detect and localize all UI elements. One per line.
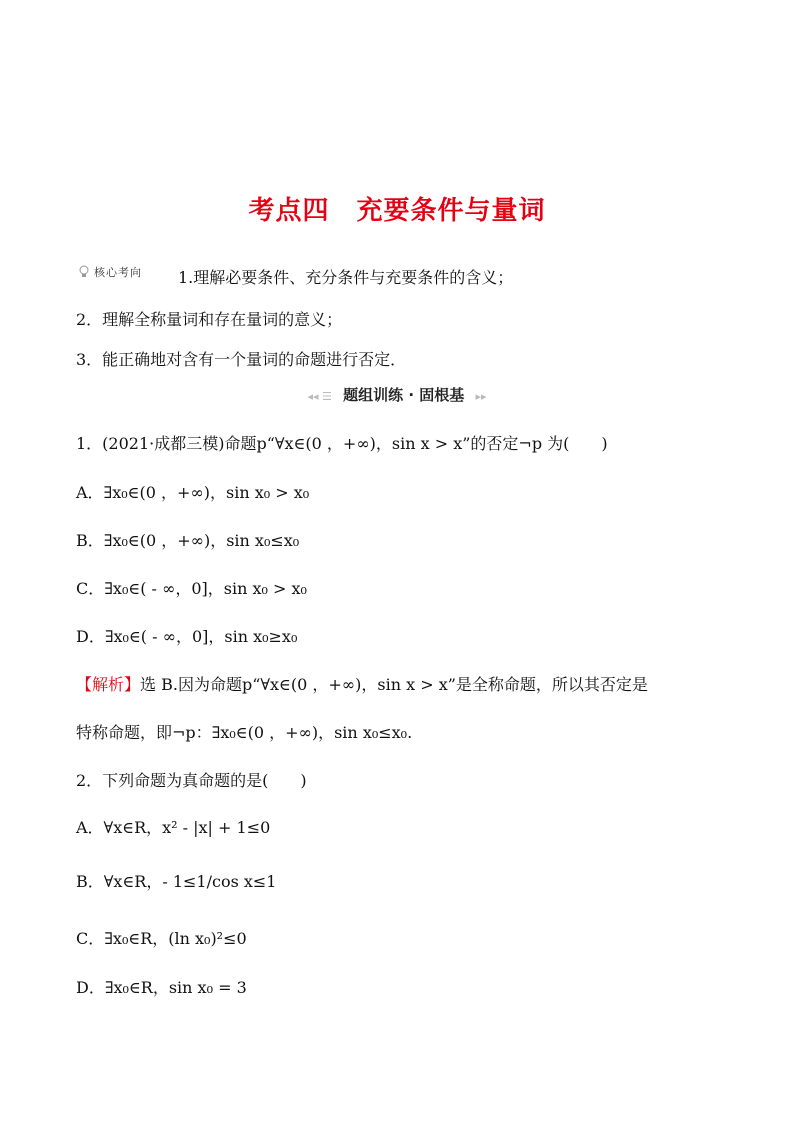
q1-stem: 1．(2021·成都三模)命题p“∀x∈(0 ，+∞)，sin x > x”的否定¬p 为( ) [76, 434, 608, 453]
lightbulb-icon [78, 265, 90, 279]
analysis-text-line2: 特称命题，即¬p：∃x₀∈(0 ，+∞)，sin x₀≤x₀. [76, 723, 413, 742]
banner-right-ornament: ▸▸ [475, 390, 487, 403]
page-title: 考点四 充要条件与量词 [248, 196, 546, 226]
q1-option-b: B．∃x₀∈(0 ，+∞)，sin x₀≤x₀ [76, 531, 300, 550]
analysis-tag: 【解析】 [76, 675, 141, 694]
focus-item-2: 2．理解全称量词和存在量词的意义； [76, 310, 343, 329]
section-banner [0, 384, 794, 405]
q2-option-b: B．∀x∈R，- 1≤1/cos x≤1 [76, 872, 277, 891]
q2-stem: 2．下列命题为真命题的是( ) [76, 771, 307, 790]
q2-option-c: C．∃x₀∈R，(ln x₀)²≤0 [76, 929, 247, 948]
focus-item-1: 1.理解必要条件、充分条件与充要条件的含义； [178, 268, 514, 287]
q1-option-c: C．∃x₀∈( - ∞，0]，sin x₀ > x₀ [76, 579, 307, 598]
core-focus-tag [78, 264, 142, 280]
core-focus-label: 核心考向 [94, 266, 142, 279]
q1-option-d: D．∃x₀∈( - ∞，0]，sin x₀≥x₀ [76, 627, 298, 646]
q1-option-a: A．∃x₀∈(0 ，+∞)，sin x₀ > x₀ [76, 483, 310, 502]
q2-option-d: D．∃x₀∈R，sin x₀ = 3 [76, 978, 247, 997]
banner-label: 题组训练 · 固根基 [343, 386, 465, 404]
focus-item-3: 3．能正确地对含有一个量词的命题进行否定． [76, 350, 407, 369]
q2-option-a: A．∀x∈R，x² - |x| + 1≤0 [76, 818, 271, 837]
banner-left-ornament: ◂◂ ☰ [307, 390, 332, 403]
q1-analysis [76, 675, 648, 695]
analysis-text-line1: 选 B.因为命题p“∀x∈(0 ，+∞)，sin x > x”是全称命题，所以其否定是 [140, 675, 648, 694]
